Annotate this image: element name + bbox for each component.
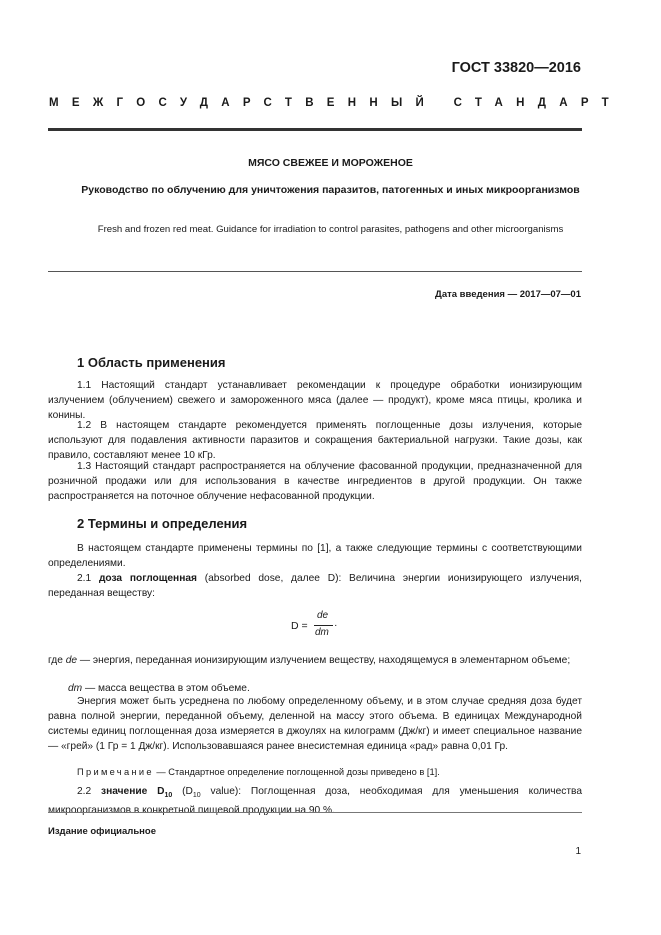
introduction-date: Дата введения — 2017—07—01 xyxy=(435,289,581,300)
where-dm-variable: dm xyxy=(68,683,83,694)
formula-lhs: D = xyxy=(291,620,308,632)
paragraph-energy: Энергия может быть усреднена по любому определенному объему, и в этом случае средняя доза будет равна полной энергии, переданной объему, деленной на массу этого объема. В единицах Международной системы единиц поглощенная доза измеряется в джоулях на килограмм (Дж/кг) и имеет специальное название — «грей» (1 Гр = 1 Дж/кг). Использовавшаяся ранее внесистемная единица «рад» равна 0,01 Гр. xyxy=(48,696,582,752)
document-subtitle: Руководство по облучению для уничтожения паразитов, патогенных и иных микроорганизмов xyxy=(81,184,580,196)
term-2-2-subscript: 10 xyxy=(192,792,201,800)
term-2-2-open: (D xyxy=(172,786,193,797)
where-dm-text: — масса вещества в этом объеме. xyxy=(82,683,250,694)
english-title: Fresh and frozen red meat. Guidance for irradiation to control parasites, pathogens and other microorganisms xyxy=(97,224,564,235)
paragraph-2-intro: В настоящем стандарте применены термины по [1], а также следующие термины с соответствующими определениями. xyxy=(48,543,582,569)
paragraph-1-1: 1.1 Настоящий стандарт устанавливает рекомендации к процедуре обработки ионизирующим излучением (облучением) свежего и замороженного мяса (далее — продукт), кроме мяса птицы, кролика и конины. xyxy=(48,380,582,421)
section-2-heading: 2 Термины и определения xyxy=(77,516,248,531)
formula-numerator: de xyxy=(317,610,329,621)
header-divider xyxy=(48,128,582,131)
note xyxy=(48,765,582,779)
formula-denominator: dm xyxy=(315,627,329,638)
paragraph-1-3: 1.3 Настоящий стандарт распространяется на облучение фасованной продукции, предназначенной для розничной продажи или для использования в качестве ингредиентов в другой продукции. Он также распространяется на поточное облучение нефасованной продукции. xyxy=(48,461,582,502)
document-number: ГОСТ 33820—2016 xyxy=(451,60,581,76)
formula-tail: · xyxy=(334,619,338,631)
official-edition-label: Издание официальное xyxy=(48,826,156,837)
term-2-1-definition: (absorbed dose, далее D): Величина энергии ионизирующего излучения, переданная веществу: xyxy=(48,573,582,599)
paragraph-1-2: 1.2 В настоящем стандарте рекомендуется применять поглощенные дозы излучения, которые используют для подавления активности паразитов и сокращения бактериальной нагрузки. Такие дозы, как правило, составляют менее 10 кГр. xyxy=(48,420,582,461)
where-de-variable: de xyxy=(65,655,78,666)
section-1-heading: 1 Область применения xyxy=(77,355,226,370)
note-label: Примечание xyxy=(77,767,154,777)
term-2-2-number: 2.2 xyxy=(77,786,101,797)
note-text: — Стандартное определение поглощенной дозы приведено в [1]. xyxy=(153,767,440,777)
fraction-bar xyxy=(314,625,333,626)
term-2-1-number: 2.1 xyxy=(77,573,92,584)
where-de-text: — энергия, переданная ионизирующим излучением веществу, находящемуся в элементарном объеме; xyxy=(77,655,571,666)
standard-type-heading: МЕЖГОСУДАРСТВЕННЫЙ СТАНДАРТ xyxy=(49,97,622,109)
where-prefix: где xyxy=(48,655,66,666)
document-title: МЯСО СВЕЖЕЕ И МОРОЖЕНОЕ xyxy=(248,157,413,169)
dose-formula xyxy=(0,610,661,644)
term-2-2-definition: value): Поглощенная доза, необходимая для уменьшения количества микроорганизмов в конкретной пищевой продукции на 90 %. xyxy=(48,786,582,817)
term-2-1-name: доза поглощенная xyxy=(98,573,197,584)
term-2-2-name: значение $D_{10}$ xyxy=(101,786,173,800)
where-de-line xyxy=(48,653,582,668)
page-number: 1 xyxy=(575,846,581,857)
footer-divider xyxy=(48,812,582,813)
term-2-1 xyxy=(48,571,582,601)
title-divider xyxy=(48,271,582,272)
